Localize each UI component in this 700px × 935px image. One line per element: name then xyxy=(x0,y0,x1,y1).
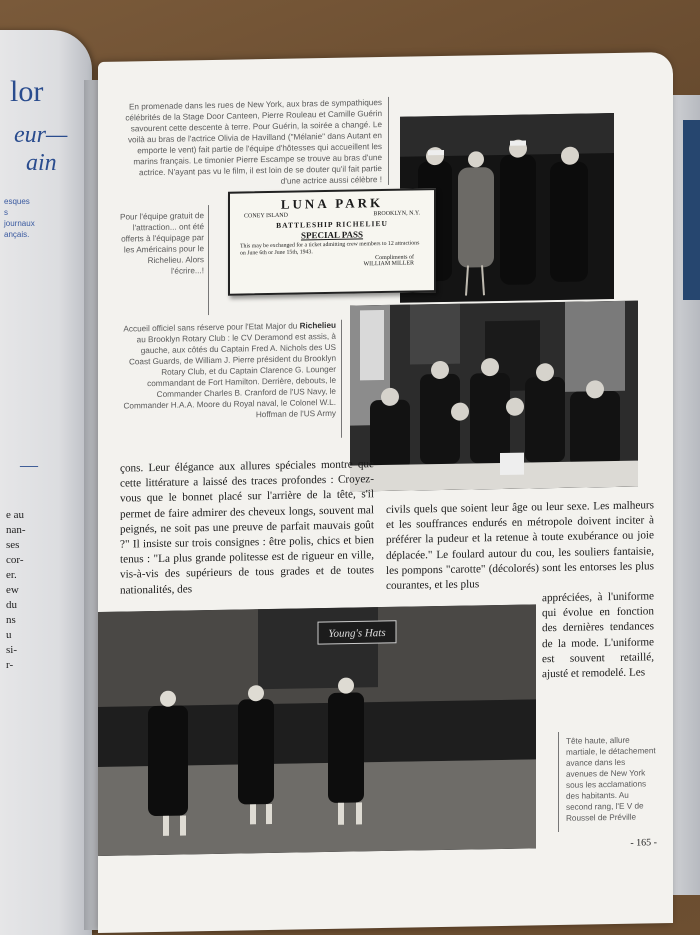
parade-photo-image xyxy=(98,604,536,856)
store-sign-text: Young's Hats xyxy=(328,626,386,640)
right-page xyxy=(98,52,673,933)
ticket-location: CONEY ISLAND BROOKLYN, N.Y. xyxy=(244,210,420,220)
photo-rotary-club xyxy=(350,301,638,492)
rotary-caption-rule xyxy=(341,320,342,438)
ticket-body: This may be exchanged for a ticket admitting crew members to 12 attractions on June 6th or June 15th, 1943. xyxy=(240,240,420,257)
page-number: - 165 - xyxy=(630,837,657,849)
left-body-text: e au nan- ses cor- er. ew du ns u si- r- xyxy=(6,509,26,671)
left-subtitle-fragment-2: ain xyxy=(26,150,57,176)
left-title-fragment: lor xyxy=(10,75,44,108)
caption-ticket-side: Pour l'équipe gratuit de l'attraction... ont été offerts à l'équipage par les Américains pour le Richelieu. Alors l'écrire...! xyxy=(120,211,204,276)
ticket-compliments: Compliments of xyxy=(375,254,414,262)
left-caption: esques s journaux ançais. xyxy=(4,197,35,239)
parade-caption-rule xyxy=(558,732,559,832)
left-dash-fragment: — xyxy=(20,455,38,475)
photo-parade xyxy=(98,604,536,856)
caption-rotary-club: Accueil officiel sans réserve pour l'Etat Major du Richelieu au Brooklyn Rotary Club : le CV Deramond est assis, à gauche, aux côtés du Captain Fred A. Nichols des US Coast Guards, de William J. Pierre président du Brooklyn Rotary Club, et du Captain Clarence G. Lounger commandant de Fort Hamilton. Derrière, debouts, le Commander Charles B. Cranford de l'US Navy, le Commander H.A.A. Moore du Royal naval, le Colonel W.L. Hoffman de l'US Army xyxy=(123,320,336,420)
rotary-photo-image xyxy=(350,301,638,492)
book-cover-edge xyxy=(683,120,700,300)
caption-top-left: En promenade dans les rues de New York, aux bras de sympathiques célébrités de la Stage Door Canteen, Pierre Rouleau et Camille Guérin savourent cette descente à terre. Pour Guérin, la soirée a changé. Le voilà au bras de l'actrice Olivia de Havilland ("Mélanie" dans Autant en emporte le vent) fait partie de l'équipe d'hôtesses qui accueillent les marins français. Le timonier Pierre Escampe se trouve au bras d'une actrice. N'ayant pas vu le film, il est loin de se douter qu'il fait partie d'une actrice aussi célèbre ! xyxy=(125,98,382,186)
luna-park-ticket xyxy=(228,188,436,296)
ticket-pass: SPECIAL PASS xyxy=(300,229,364,241)
ticket-title: LUNA PARK xyxy=(280,195,384,212)
caption-parade: Tête haute, allure martiale, le détachement avance dans les avenues de New York sous les acclamations des habitants. Au second rang, l'E V de Roussel de Préville xyxy=(566,735,656,823)
body-text-right-top: civils quels que soient leur âge ou leur sexe. Les malheurs et les souffrances endurés en métropole doivent inciter à préférer la pudeur et la retenue à toute exubérance ou joie déplacée." Le foulard autour du cou, les souliers fantaisie, les pompons "carotte" (décolorés) sont les entorses les plus courantes, et les plus xyxy=(386,499,654,592)
left-subtitle-fragment-1: eur— xyxy=(14,122,68,148)
body-text-right-narrow: appréciées, à l'uniforme qui évolue en fonction des dernières tendances de la mode. L'uniforme est souvent retaillé, ajusté et remodelé. Les xyxy=(542,590,654,681)
ticket-ship: BATTLESHIP RICHELIEU xyxy=(276,218,388,230)
body-text-left: çons. Leur élégance aux allures spéciales montre que cette littérature a laissé des traces profondes : Croyez-vous que le bonnet placé sur l'arrière de la tête, s'il permet de faire admirer des cheveux longs, souvent mal peignés, ne soit pas une preuve de parfait mauvais goût ?" Il insiste sur trois consignes : être polis, chics et bien tenus : "La plus grande politesse est de rigueur en ville, vis-à-vis des supérieurs de tous grades et de toutes nationalités, des xyxy=(120,458,374,597)
caption-rule xyxy=(388,97,389,185)
ticket-side-rule xyxy=(208,205,209,315)
left-page xyxy=(0,30,92,935)
ticket-signature: WILLIAM MILLER xyxy=(363,260,414,268)
